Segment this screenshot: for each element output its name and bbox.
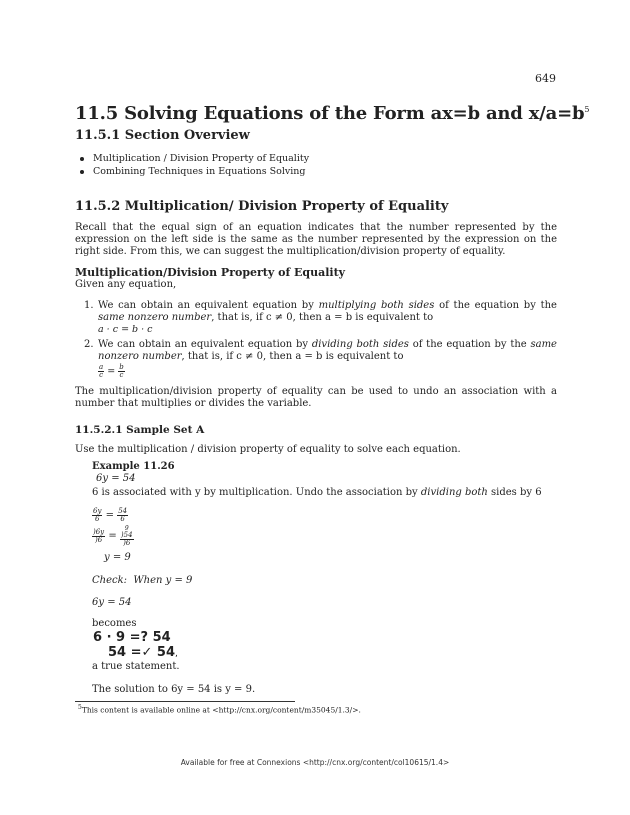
intro-paragraph: Recall that the equal sign of an equation indicates that the number represented by the expression on the left side is the same as the number represented by the expression on the right side. From this, we can suggest the multiplication/division property of equality. — [75, 222, 557, 257]
multiplication-formula: a · c = b · c — [98, 324, 153, 335]
example-equation: 6y = 54 — [96, 473, 136, 484]
step-result: y = 9 — [104, 552, 131, 563]
page-number: 649 — [535, 72, 556, 85]
footnote-divider — [75, 701, 295, 702]
given-text: Given any equation, — [75, 279, 177, 290]
check-substitution: 6 · 9 =? 54 — [93, 630, 171, 645]
solution-text: The solution to 6y = 54 is y = 9. — [92, 684, 256, 695]
closing-paragraph: The multiplication/division property of equality can be used to undo an association with a number that multiplies or divides the variable. — [75, 386, 557, 409]
property-item-1: 1. We can obtain an equivalent equation by multiplying both sides of the equation by the same nonzero number, that is, if c ≠ 0, then a = b is equivalent to a · c = b · c — [84, 300, 557, 335]
section2-heading: 11.5.2 Multiplication/ Division Property of Equality — [75, 199, 449, 214]
title-footnote-mark[interactable]: 5 — [584, 105, 590, 114]
list-item: Combining Techniques in Equations Solving — [80, 165, 309, 178]
sample-set-heading: 11.5.2.1 Sample Set A — [75, 424, 205, 436]
division-formula: $\frac{a}{c}$ = $\frac{b}{c}$ — [99, 363, 124, 379]
example-label: Example 11.26 — [92, 461, 175, 472]
check-equation: 6y = 54 — [92, 597, 132, 608]
footnote: $^5$This content is available online at <http://cnx.org/content/m35045/1.3/>. — [78, 704, 361, 715]
association-text: 6 is associated with y by multiplication. Undo the association by dividing both sides by 6 — [92, 487, 542, 498]
check-verified: 54 =✓ 54, — [108, 645, 178, 660]
page-footer: Available for free at Connexions <http://cnx.org/content/col10615/1.4> — [180, 758, 450, 767]
step-cancel: $\frac{)6y}{)6}$ = 9 )54 )6 — [93, 525, 133, 547]
property-item-2: 2. We can obtain an equivalent equation by dividing both sides of the equation by the same nonzero number, that is, if c ≠ 0, then a = b is equivalent to $\frac{a}{c}$ = $\frac{b}{c}$ — [84, 339, 557, 379]
property-heading: Multiplication/Division Property of Equality — [75, 266, 346, 279]
list-item: Multiplication / Division Property of Equality — [80, 152, 309, 165]
bullet-icon — [80, 157, 84, 161]
sample-instruction: Use the multiplication / division property of equality to solve each equation. — [75, 444, 461, 455]
section-title: 11.5 Solving Equations of the Form ax=b and $x/a=b^5$ — [75, 103, 590, 124]
overview-heading: 11.5.1 Section Overview — [75, 128, 250, 143]
step-divide: $\frac{6y}{6}$ = $\frac{54}{6}$ — [93, 507, 128, 523]
bullet-icon — [80, 170, 84, 174]
overview-list — [80, 152, 309, 178]
becomes-text: becomes — [92, 618, 137, 629]
true-statement: a true statement. — [92, 661, 180, 672]
check-line: Check: When y = 9 — [92, 575, 193, 586]
